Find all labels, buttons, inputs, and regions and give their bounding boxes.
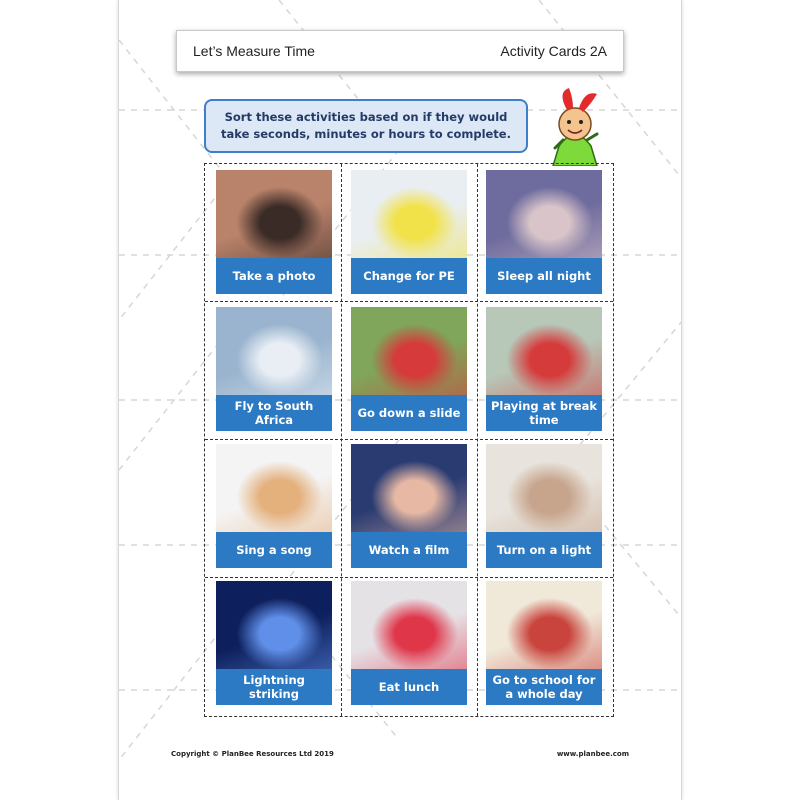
activity-photo (351, 581, 467, 669)
instruction-box (204, 99, 528, 153)
activity-photo (216, 581, 332, 669)
activity-label: Eat lunch (378, 680, 440, 694)
mascot-character-icon (539, 84, 611, 166)
activity-label: Playing at break time (490, 399, 597, 427)
instruction-text: Sort these activities based on if they would take seconds, minutes or hours to complete. (221, 110, 511, 141)
activity-card[interactable] (216, 307, 332, 431)
activity-label: Watch a film (368, 543, 450, 557)
activity-card[interactable] (351, 170, 467, 294)
activity-card[interactable] (351, 307, 467, 431)
copyright-text: Copyright © PlanBee Resources Ltd 2019 (171, 750, 334, 758)
activity-photo (351, 307, 467, 395)
activity-label: Lightning striking (243, 673, 305, 701)
website-link[interactable]: www.planbee.com (556, 750, 629, 758)
activity-photo (351, 170, 467, 258)
activity-label: Fly to South Africa (234, 399, 314, 427)
activity-card[interactable] (351, 444, 467, 568)
activity-label: Sleep all night (497, 269, 591, 283)
activity-card[interactable] (486, 581, 602, 705)
activity-card[interactable] (486, 170, 602, 294)
activity-photo (216, 307, 332, 395)
activity-photo (486, 444, 602, 532)
activity-photo (216, 170, 332, 258)
activity-card[interactable] (216, 444, 332, 568)
activity-card[interactable] (216, 581, 332, 705)
activity-photo (486, 170, 602, 258)
activity-label: Go down a slide (357, 406, 461, 420)
worksheet-page (118, 0, 682, 800)
activity-label: Turn on a light (496, 543, 592, 557)
activity-photo (486, 307, 602, 395)
worksheet-title: Let’s Measure Time (193, 43, 315, 59)
activity-label: Change for PE (363, 269, 455, 283)
worksheet-header (176, 30, 624, 72)
activity-photo (486, 581, 602, 669)
activity-photo (351, 444, 467, 532)
activity-label: Go to school for a whole day (492, 673, 596, 701)
activity-label: Take a photo (232, 269, 316, 283)
activity-card[interactable] (486, 307, 602, 431)
activity-card[interactable] (216, 170, 332, 294)
worksheet-subtitle: Activity Cards 2A (500, 43, 607, 59)
activity-photo (216, 444, 332, 532)
activity-card[interactable] (351, 581, 467, 705)
activity-label: Sing a song (236, 543, 312, 557)
activity-card[interactable] (486, 444, 602, 568)
